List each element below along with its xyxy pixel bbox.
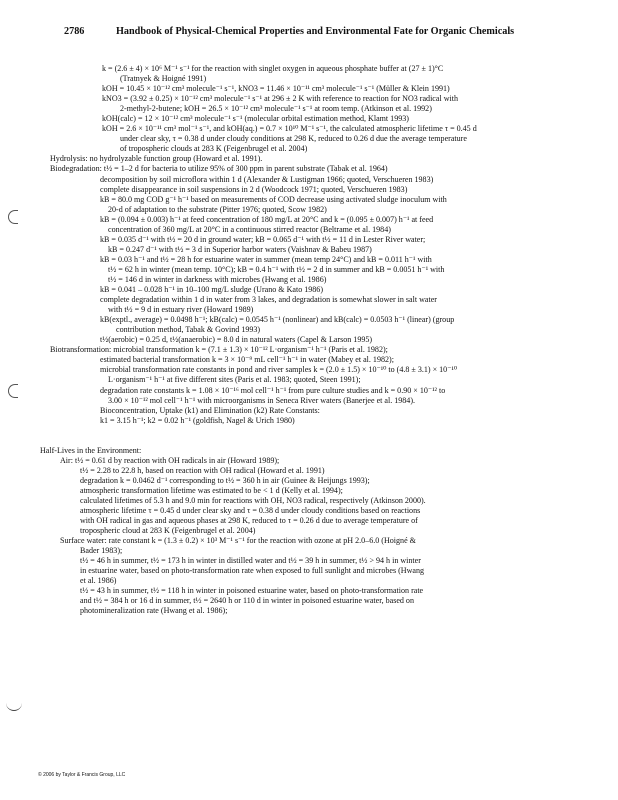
text-line: degradation rate constants k = 1.08 × 10⁻¹⁶ mol cell⁻¹ h⁻¹ from pure culture studies and k = 0.90 × 10⁻¹² to bbox=[100, 385, 446, 395]
text-line: in estuarine water, based on photo-transformation rate when exposed to full sunlight and microbes (Hwang bbox=[80, 566, 425, 576]
text-line: t½(aerobic) = 0.25 d, t½(anaerobic) = 8.0 d in natural waters (Capel & Larson 1995) bbox=[100, 335, 373, 345]
text-line: kOH = 10.45 × 10⁻¹² cm³ molecule⁻¹ s⁻¹, kNO3 = 11.46 × 10⁻¹¹ cm³ molecule⁻¹ s⁻¹ (Müller & Klein 1991) bbox=[102, 84, 450, 94]
text-line: kB(exptl., average) = 0.0498 h⁻¹; kB(calc) = 0.0545 h⁻¹ (nonlinear) and kB(calc) = 0.0503 h⁻¹ (linear) (group bbox=[100, 315, 455, 325]
page-number: 2786 bbox=[64, 26, 85, 37]
text-line: t½ = 43 h in summer, t½ = 118 h in winter in poisoned estuarine water, based on photo-transformation rate bbox=[80, 586, 424, 596]
text-line: kOH(calc) = 12 × 10⁻¹² cm³ molecule⁻¹ s⁻¹ (molecular orbital estimation method, Klamt 1993) bbox=[102, 114, 409, 124]
text-line: t½ = 2.28 to 22.8 h, based on reaction with OH radical (Howard et al. 1991) bbox=[80, 465, 325, 475]
scan-mark bbox=[6, 700, 22, 711]
text-line: t½ = 46 h in summer, t½ = 173 h in winter in distilled water and t½ = 39 h in summer, t½ > 94 h in winter bbox=[80, 556, 421, 566]
text-line: decomposition by soil microflora within 1 d (Alexander & Lustigman 1966; quoted, Verschueren 1983) bbox=[100, 174, 434, 184]
text-line: of tropospheric clouds at 283 K (Feigenbrugel et al. 2004) bbox=[120, 144, 308, 154]
text-line: kB = 80.0 mg COD g⁻¹ h⁻¹ based on measurements of COD decrease using activated sludge inoculum with bbox=[100, 194, 447, 204]
text-line: Biotransformation: microbial transformation k = (7.1 ± 1.3) × 10⁻¹² L·organism⁻¹ h⁻¹ (Paris et al. 1982); bbox=[50, 345, 388, 355]
text-line: with OH radical in gas and aqueous phases at 298 K, reduced to τ = 0.26 d due to average temperature of bbox=[80, 516, 418, 526]
text-line: Hydrolysis: no hydrolyzable function group (Howard et al. 1991). bbox=[50, 154, 263, 164]
section-heading: Half-Lives in the Environment: bbox=[40, 445, 142, 455]
text-line: kB = 0.035 d⁻¹ with t½ = 20 d in ground water; kB = 0.065 d⁻¹ with t½ = 11 d in Lester River water; bbox=[100, 234, 426, 244]
text-line: kOH = 2.6 × 10⁻¹¹ cm³ mol⁻¹ s⁻¹, and kOH(aq.) = 0.7 × 10¹⁰ M⁻¹ s⁻¹, the calculated atmospheric lifetime τ = 0.45 d bbox=[102, 124, 477, 134]
page-header bbox=[64, 26, 590, 40]
text-line: and t½ = 384 h or 16 d in summer, t½ = 2640 h or 110 d in winter in poisoned estuarine water, based on bbox=[80, 596, 414, 606]
text-line: microbial transformation rate constants in pond and river samples k = (2.0 ± 1.5) × 10⁻¹⁰ to (4.8 ± 3.1) × 10⁻¹⁰ bbox=[100, 365, 458, 375]
text-line: k1 = 3.15 h⁻¹; k2 = 0.02 h⁻¹ (goldfish, Nagel & Urich 1980) bbox=[100, 415, 295, 425]
running-title: Handbook of Physical-Chemical Properties and Environmental Fate for Organic Chemicals bbox=[116, 26, 515, 37]
binder-hole-mark bbox=[8, 384, 18, 398]
text-line: estimated bacterial transformation k = 3 × 10⁻⁹ mL cell⁻¹ h⁻¹ in water (Mabey et al. 1982); bbox=[100, 355, 394, 365]
text-line: kB = 0.247 d⁻¹ with t½ = 3 d in Superior harbor waters (Vaishnav & Babeu 1987) bbox=[108, 244, 372, 254]
text-line: Air: t½ = 0.61 d by reaction with OH radicals in air (Howard 1989); bbox=[60, 455, 280, 465]
text-line: 20-d of adaptation to the substrate (Pitter 1976; quoted, Scow 1982) bbox=[108, 204, 327, 214]
text-line: photomineralization rate (Hwang et al. 1986); bbox=[80, 606, 228, 616]
text-line: Biodegradation: t½ = 1–2 d for bacteria to utilize 95% of 300 ppm in parent substrate (Tabak et al. 1964) bbox=[50, 164, 388, 174]
text-line: atmospheric transformation lifetime was estimated to be < 1 d (Kelly et al. 1994); bbox=[80, 485, 343, 495]
spacer bbox=[40, 426, 600, 446]
text-line: t½ = 62 h in winter (mean temp. 10°C); kB = 0.4 h⁻¹ with t½ = 2 d in summer and kB = 0.0051 h⁻¹ with bbox=[108, 264, 445, 274]
text-line: t½ = 146 d in winter in darkness with microbes (Hwang et al. 1986) bbox=[108, 274, 327, 284]
text-line: k = (2.6 ± 4) × 10⁶ M⁻¹ s⁻¹ for the reaction with singlet oxygen in aqueous phosphate buffer at (27 ± 1)°C bbox=[102, 64, 444, 73]
body-text bbox=[40, 64, 600, 616]
text-line: L·organism⁻¹ h⁻¹ at five different sites (Paris et al. 1983; quoted, Steen 1991); bbox=[108, 375, 361, 385]
text-line: kNO3 = (3.92 ± 0.25) × 10⁻¹² cm³ molecule⁻¹ s⁻¹ at 296 ± 2 K with reference to reaction for NO3 radical with bbox=[102, 94, 458, 104]
text-line: et al. 1986) bbox=[80, 576, 117, 586]
text-line: Bader 1983); bbox=[80, 546, 123, 556]
text-line: complete degradation within 1 d in water from 3 lakes, and degradation is somewhat slower in salt water bbox=[100, 295, 437, 305]
text-line: Bioconcentration, Uptake (k1) and Elimination (k2) Rate Constants: bbox=[100, 405, 320, 415]
text-line: Surface water: rate constant k = (1.3 ± 0.2) × 10³ M⁻¹ s⁻¹ for the reaction with ozone at pH 2.0–6.0 (Hoigné & bbox=[60, 536, 416, 546]
text-line: under clear sky, τ = 0.38 d under cloudy conditions at 298 K, reduced to 0.26 d due the average temperature bbox=[120, 134, 467, 144]
copyright-footer: © 2006 by Taylor & Francis Group, LLC bbox=[38, 772, 126, 778]
text-line: tropospheric cloud at 283 K (Feigenbrugel et al. 2004) bbox=[80, 526, 256, 536]
text-line: 3.00 × 10⁻¹² mol cell⁻¹ h⁻¹ with microorganisms in Seneca River waters (Banerjee et al. 1984). bbox=[108, 395, 416, 405]
text-line: calculated lifetimes of 5.3 h and 9.0 min for reactions with OH, NO3 radical, respectively (Atkinson 2000). bbox=[80, 495, 426, 505]
text-line: atmospheric lifetime τ = 0.45 d under clear sky and τ = 0.38 d under cloudy conditions based on reactions bbox=[80, 505, 421, 515]
text-line: complete disappearance in soil suspensions in 2 d (Woodcock 1971; quoted, Verschueren 1983) bbox=[100, 184, 408, 194]
text-line: concentration of 360 mg/L at 20°C in a continuous stirred reactor (Beltrame et al. 1984) bbox=[108, 224, 391, 234]
text-line: with t½ = 9 d in estuary river (Howard 1989) bbox=[108, 305, 254, 315]
text-line: 2-methyl-2-butene; kOH = 26.5 × 10⁻¹² cm³ molecule⁻¹ s⁻¹ at room temp. (Atkinson et al. 1992) bbox=[120, 104, 432, 114]
binder-hole-mark bbox=[8, 210, 18, 224]
text-line: kB = 0.041 – 0.028 h⁻¹ in 10–100 mg/L sludge (Urano & Kato 1986) bbox=[100, 285, 324, 295]
text-line: kB = 0.03 h⁻¹ and t½ = 28 h for estuarine water in summer (mean temp 24°C) and kB = 0.011 h⁻¹ with bbox=[100, 254, 432, 264]
text-line: degradation k = 0.0462 d⁻¹ corresponding to t½ = 360 h in air (Guinee & Heijungs 1993); bbox=[80, 475, 370, 485]
text-line: kB = (0.094 ± 0.003) h⁻¹ at feed concentration of 180 mg/L at 20°C and k = (0.095 ± 0.007) h⁻¹ at feed bbox=[100, 214, 434, 224]
text-line: (Tratnyek & Hoigné 1991) bbox=[120, 74, 207, 84]
text-line: contribution method, Tabak & Govind 1993) bbox=[116, 325, 261, 335]
